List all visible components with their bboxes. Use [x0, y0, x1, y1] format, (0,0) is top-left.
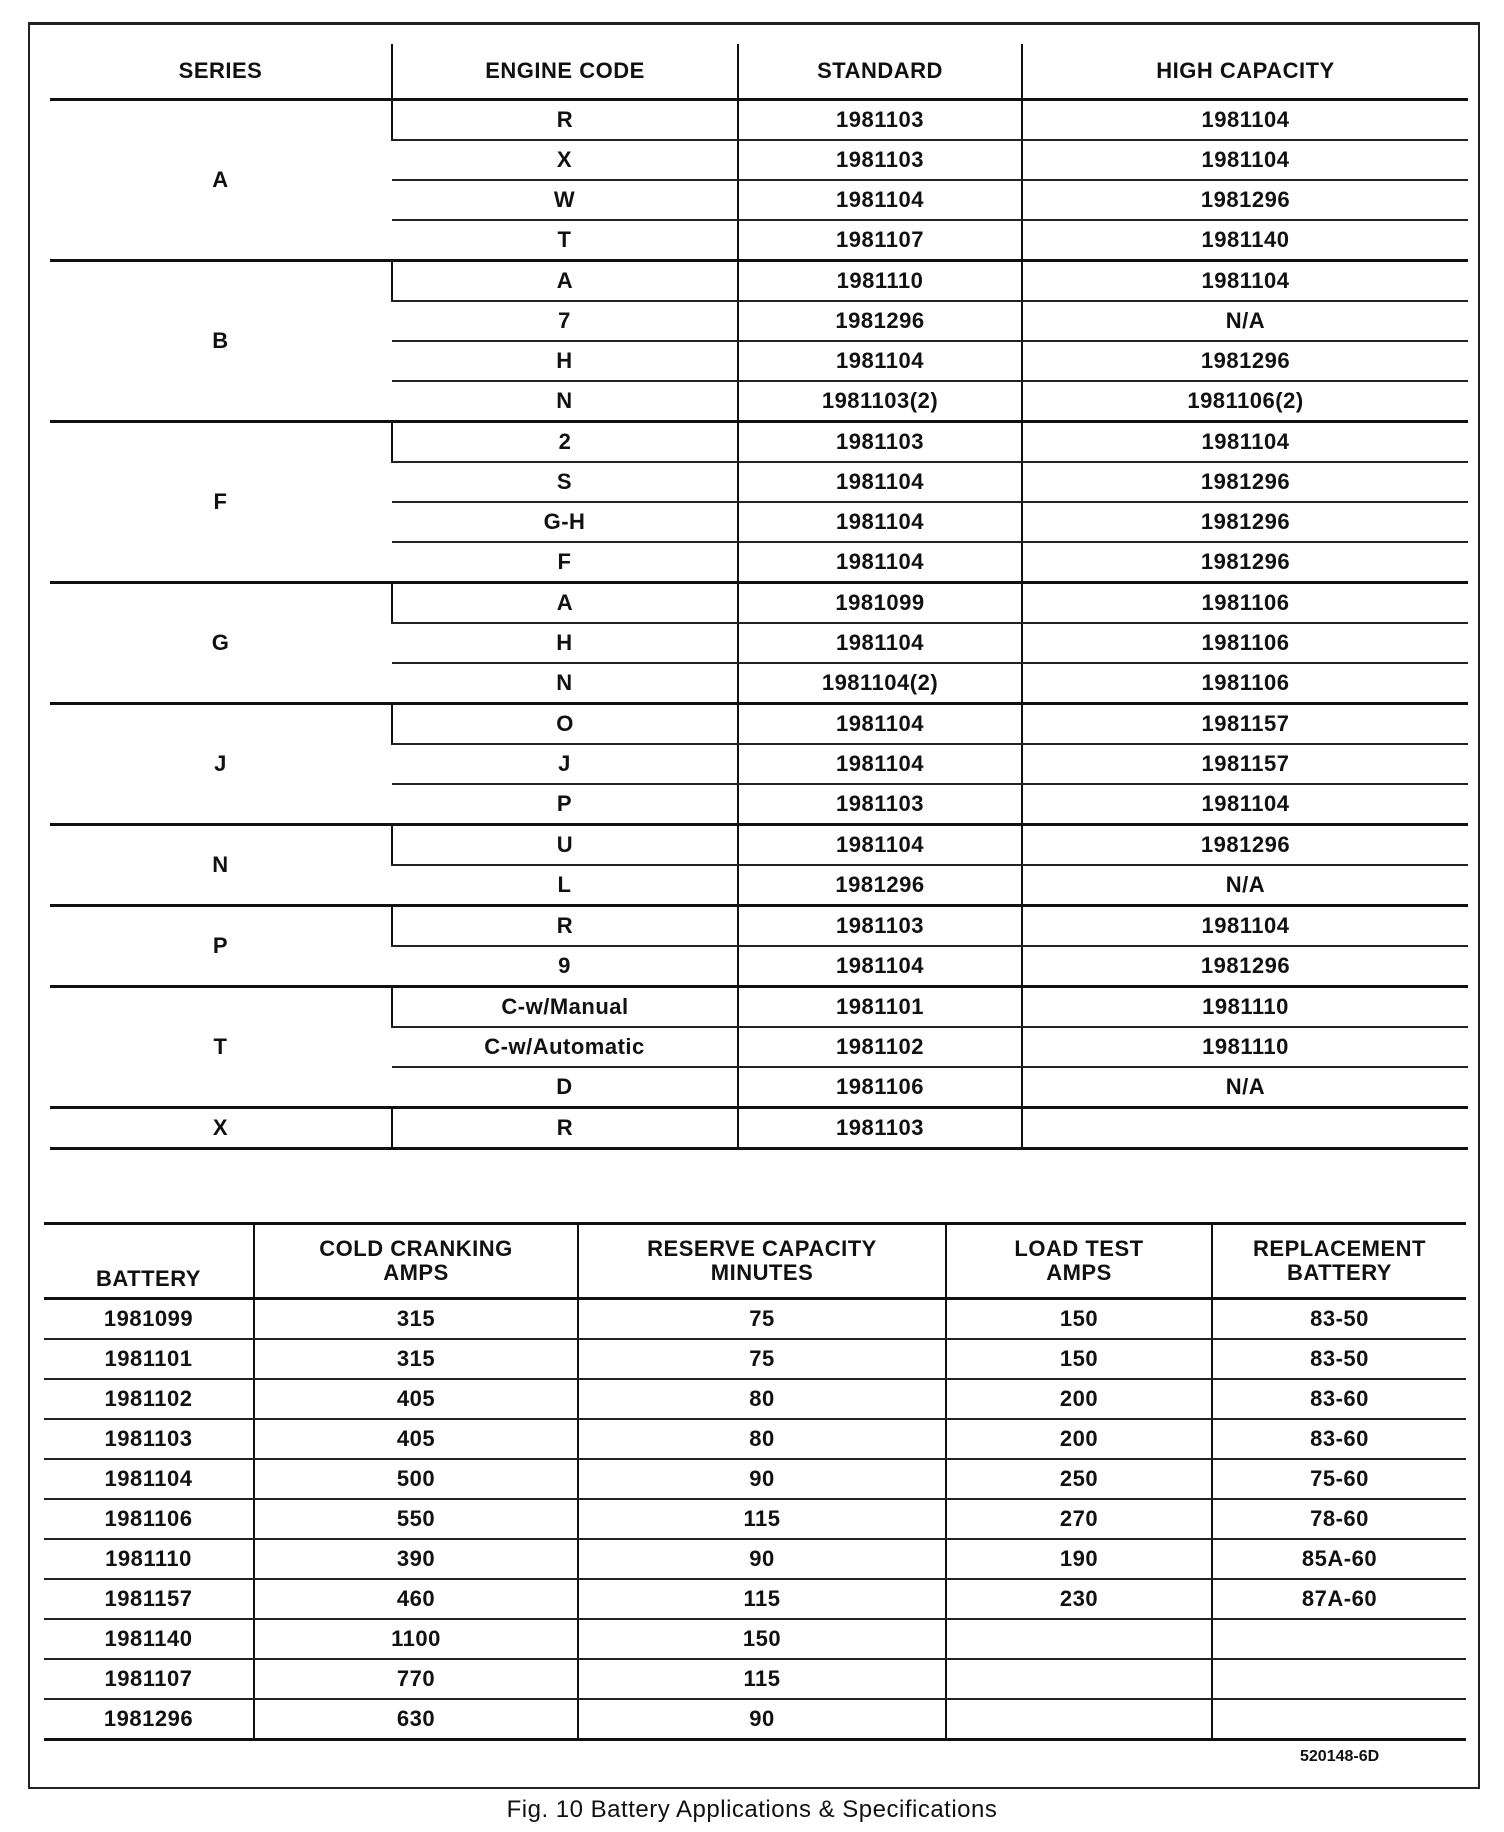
cold-cranking-cell: 630 [254, 1699, 578, 1740]
table-row [50, 987, 1468, 1028]
load-test-cell: 270 [946, 1499, 1212, 1539]
table-row [50, 825, 1468, 866]
battery-cell: 1981104 [44, 1459, 254, 1499]
table-row [50, 583, 1468, 624]
standard-cell: 1981104 [738, 180, 1022, 220]
table-row [44, 1459, 1466, 1499]
replacement-cell: 83-60 [1212, 1379, 1466, 1419]
high-capacity-cell: 1981296 [1022, 946, 1468, 987]
high-capacity-cell: 1981104 [1022, 422, 1468, 463]
replacement-cell [1212, 1619, 1466, 1659]
cold-cranking-cell: 770 [254, 1659, 578, 1699]
reserve-capacity-cell: 115 [578, 1579, 946, 1619]
header-line: MINUTES [710, 1260, 814, 1285]
reserve-capacity-cell: 115 [578, 1659, 946, 1699]
table-row [44, 1619, 1466, 1659]
cold-cranking-cell: 1100 [254, 1619, 578, 1659]
high-capacity-cell: 1981104 [1022, 261, 1468, 302]
high-capacity-cell: 1981104 [1022, 100, 1468, 141]
header-row [50, 44, 1468, 100]
table-row [44, 1499, 1466, 1539]
header-replacement-battery [1212, 1224, 1466, 1299]
standard-cell: 1981102 [738, 1027, 1022, 1067]
series-cell: J [50, 704, 392, 825]
high-capacity-cell: 1981106 [1022, 623, 1468, 663]
engine-code-cell: T [392, 220, 738, 261]
replacement-cell: 83-50 [1212, 1299, 1466, 1340]
battery-cell: 1981103 [44, 1419, 254, 1459]
standard-cell: 1981104 [738, 825, 1022, 866]
engine-code-cell: A [392, 583, 738, 624]
header-row [44, 1224, 1466, 1299]
high-capacity-cell [1022, 1108, 1468, 1149]
engine-code-cell: G-H [392, 502, 738, 542]
load-test-cell: 190 [946, 1539, 1212, 1579]
high-capacity-cell: 1981106 [1022, 663, 1468, 704]
standard-cell: 1981296 [738, 301, 1022, 341]
replacement-cell [1212, 1659, 1466, 1699]
reserve-capacity-cell: 75 [578, 1339, 946, 1379]
high-capacity-cell: 1981296 [1022, 341, 1468, 381]
load-test-cell [946, 1659, 1212, 1699]
table-row [44, 1299, 1466, 1340]
engine-code-cell: N [392, 663, 738, 704]
standard-cell: 1981107 [738, 220, 1022, 261]
load-test-cell: 200 [946, 1379, 1212, 1419]
replacement-cell: 85A-60 [1212, 1539, 1466, 1579]
engine-code-cell: W [392, 180, 738, 220]
high-capacity-cell: 1981296 [1022, 542, 1468, 583]
standard-cell: 1981103(2) [738, 381, 1022, 422]
engine-code-cell: H [392, 623, 738, 663]
engine-code-cell: 7 [392, 301, 738, 341]
series-cell: F [50, 422, 392, 583]
header-battery [44, 1224, 254, 1299]
table-row [44, 1339, 1466, 1379]
reserve-capacity-cell: 90 [578, 1699, 946, 1740]
table-row [44, 1579, 1466, 1619]
header-line: AMPS [383, 1260, 449, 1285]
table-row [44, 1379, 1466, 1419]
battery-cell: 1981107 [44, 1659, 254, 1699]
series-cell: P [50, 906, 392, 987]
table-row [50, 1108, 1468, 1149]
table-row [50, 906, 1468, 947]
high-capacity-cell: 1981296 [1022, 180, 1468, 220]
replacement-cell: 78-60 [1212, 1499, 1466, 1539]
table-row [50, 261, 1468, 302]
reserve-capacity-cell: 150 [578, 1619, 946, 1659]
high-capacity-cell: 1981296 [1022, 462, 1468, 502]
load-test-cell: 200 [946, 1419, 1212, 1459]
high-capacity-cell: 1981104 [1022, 140, 1468, 180]
reserve-capacity-cell: 75 [578, 1299, 946, 1340]
header-series: SERIES [50, 44, 392, 100]
engine-code-cell: N [392, 381, 738, 422]
engine-code-cell: P [392, 784, 738, 825]
high-capacity-cell: N/A [1022, 1067, 1468, 1108]
standard-cell: 1981103 [738, 140, 1022, 180]
series-cell: N [50, 825, 392, 906]
engine-code-cell: X [392, 140, 738, 180]
standard-cell: 1981104 [738, 341, 1022, 381]
cold-cranking-cell: 550 [254, 1499, 578, 1539]
load-test-cell [946, 1619, 1212, 1659]
standard-cell: 1981103 [738, 1108, 1022, 1149]
battery-cell: 1981099 [44, 1299, 254, 1340]
engine-code-cell: U [392, 825, 738, 866]
engine-code-cell: R [392, 100, 738, 141]
engine-code-cell: R [392, 1108, 738, 1149]
header-engine-code: ENGINE CODE [392, 44, 738, 100]
header-line: BATTERY [1287, 1260, 1392, 1285]
high-capacity-cell: 1981110 [1022, 1027, 1468, 1067]
header-line: RESERVE CAPACITY [647, 1236, 877, 1261]
standard-cell: 1981104 [738, 623, 1022, 663]
battery-cell: 1981110 [44, 1539, 254, 1579]
engine-code-cell: 9 [392, 946, 738, 987]
high-capacity-cell: 1981106 [1022, 583, 1468, 624]
high-capacity-cell: 1981104 [1022, 906, 1468, 947]
battery-cell: 1981140 [44, 1619, 254, 1659]
header-load-test-amps [946, 1224, 1212, 1299]
figure-id: 520148-6D [1300, 1748, 1380, 1765]
replacement-cell: 87A-60 [1212, 1579, 1466, 1619]
standard-cell: 1981104 [738, 946, 1022, 987]
cold-cranking-cell: 315 [254, 1339, 578, 1379]
high-capacity-cell: N/A [1022, 301, 1468, 341]
header-reserve-capacity [578, 1224, 946, 1299]
high-capacity-cell: 1981296 [1022, 825, 1468, 866]
series-cell: G [50, 583, 392, 704]
battery-cell: 1981106 [44, 1499, 254, 1539]
header-line: LOAD TEST [1014, 1236, 1144, 1261]
table-row [50, 704, 1468, 745]
header-cold-cranking-amps [254, 1224, 578, 1299]
cold-cranking-cell: 500 [254, 1459, 578, 1499]
header-line: REPLACEMENT [1253, 1236, 1426, 1261]
replacement-cell: 75-60 [1212, 1459, 1466, 1499]
series-cell: A [50, 100, 392, 261]
reserve-capacity-cell: 80 [578, 1419, 946, 1459]
engine-code-cell: L [392, 865, 738, 906]
header-line: AMPS [1046, 1260, 1112, 1285]
header-high-capacity: HIGH CAPACITY [1022, 44, 1468, 100]
standard-cell: 1981104 [738, 502, 1022, 542]
standard-cell: 1981103 [738, 100, 1022, 141]
load-test-cell: 150 [946, 1339, 1212, 1379]
standard-cell: 1981106 [738, 1067, 1022, 1108]
header-line: COLD CRANKING [319, 1236, 513, 1261]
engine-code-cell: C-w/Manual [392, 987, 738, 1028]
standard-cell: 1981104(2) [738, 663, 1022, 704]
engine-code-cell: A [392, 261, 738, 302]
load-test-cell: 250 [946, 1459, 1212, 1499]
standard-cell: 1981103 [738, 906, 1022, 947]
series-cell: X [50, 1108, 392, 1149]
reserve-capacity-cell: 90 [578, 1459, 946, 1499]
replacement-cell: 83-50 [1212, 1339, 1466, 1379]
cold-cranking-cell: 405 [254, 1379, 578, 1419]
replacement-cell: 83-60 [1212, 1419, 1466, 1459]
engine-code-cell: C-w/Automatic [392, 1027, 738, 1067]
high-capacity-cell: 1981296 [1022, 502, 1468, 542]
standard-cell: 1981104 [738, 462, 1022, 502]
replacement-cell [1212, 1699, 1466, 1740]
high-capacity-cell: 1981140 [1022, 220, 1468, 261]
standard-cell: 1981104 [738, 704, 1022, 745]
header-line: BATTERY [96, 1266, 201, 1291]
high-capacity-cell: N/A [1022, 865, 1468, 906]
standard-cell: 1981099 [738, 583, 1022, 624]
high-capacity-cell: 1981104 [1022, 784, 1468, 825]
standard-cell: 1981101 [738, 987, 1022, 1028]
battery-cell: 1981157 [44, 1579, 254, 1619]
high-capacity-cell: 1981110 [1022, 987, 1468, 1028]
load-test-cell [946, 1699, 1212, 1740]
cold-cranking-cell: 390 [254, 1539, 578, 1579]
reserve-capacity-cell: 80 [578, 1379, 946, 1419]
table-row [44, 1659, 1466, 1699]
standard-cell: 1981296 [738, 865, 1022, 906]
battery-specifications-table [44, 1222, 1466, 1741]
engine-code-cell: O [392, 704, 738, 745]
reserve-capacity-cell: 115 [578, 1499, 946, 1539]
engine-code-cell: D [392, 1067, 738, 1108]
table-row [50, 422, 1468, 463]
engine-code-cell: H [392, 341, 738, 381]
table-row [44, 1419, 1466, 1459]
battery-applications-table [50, 44, 1468, 1150]
engine-code-cell: J [392, 744, 738, 784]
engine-code-cell: S [392, 462, 738, 502]
standard-cell: 1981103 [738, 784, 1022, 825]
series-cell: B [50, 261, 392, 422]
standard-cell: 1981110 [738, 261, 1022, 302]
header-standard: STANDARD [738, 44, 1022, 100]
table-row [50, 100, 1468, 141]
battery-cell: 1981102 [44, 1379, 254, 1419]
figure-caption: Fig. 10 Battery Applications & Specifications [506, 1796, 998, 1823]
cold-cranking-cell: 460 [254, 1579, 578, 1619]
high-capacity-cell: 1981106(2) [1022, 381, 1468, 422]
standard-cell: 1981104 [738, 744, 1022, 784]
standard-cell: 1981104 [738, 542, 1022, 583]
battery-cell: 1981296 [44, 1699, 254, 1740]
battery-cell: 1981101 [44, 1339, 254, 1379]
standard-cell: 1981103 [738, 422, 1022, 463]
load-test-cell: 230 [946, 1579, 1212, 1619]
high-capacity-cell: 1981157 [1022, 744, 1468, 784]
table-row [44, 1699, 1466, 1740]
load-test-cell: 150 [946, 1299, 1212, 1340]
engine-code-cell: 2 [392, 422, 738, 463]
cold-cranking-cell: 405 [254, 1419, 578, 1459]
reserve-capacity-cell: 90 [578, 1539, 946, 1579]
series-cell: T [50, 987, 392, 1108]
high-capacity-cell: 1981157 [1022, 704, 1468, 745]
engine-code-cell: R [392, 906, 738, 947]
cold-cranking-cell: 315 [254, 1299, 578, 1340]
table-row [44, 1539, 1466, 1579]
engine-code-cell: F [392, 542, 738, 583]
